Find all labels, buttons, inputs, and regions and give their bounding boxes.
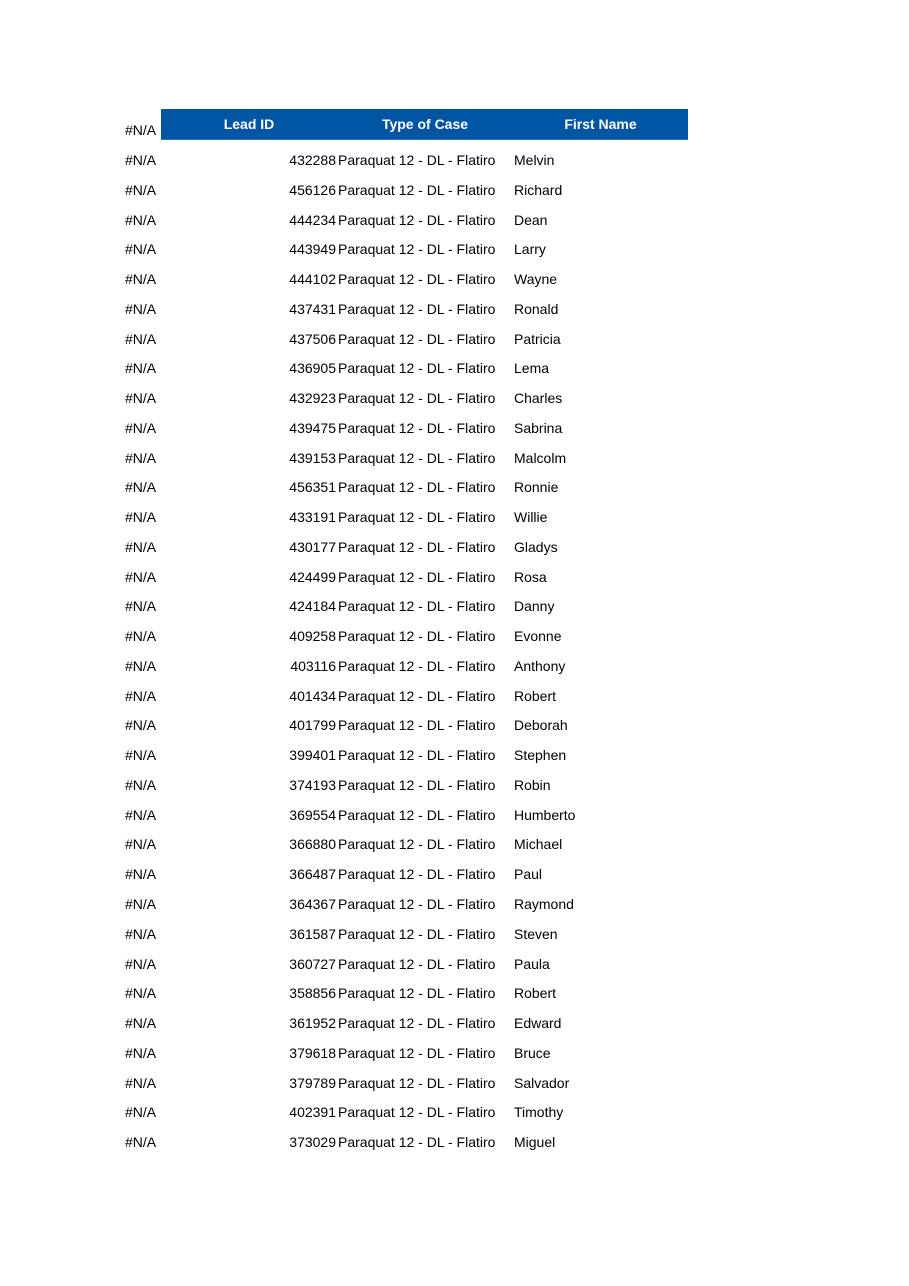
lead-id-cell: 401434	[289, 687, 336, 704]
first-name-cell: Deborah	[514, 717, 568, 734]
na-cell: #N/A	[125, 598, 157, 615]
type-of-case-cell: Paraquat 12 - DL - Flatiro	[338, 628, 496, 645]
first-name-cell: Gladys	[514, 538, 558, 555]
lead-id-cell: 364367	[289, 896, 336, 912]
table-row	[0, 1045, 909, 1075]
na-cell: #N/A	[125, 449, 157, 466]
type-of-case-cell: Paraquat 12 - DL - Flatiro	[338, 538, 496, 555]
lead-id-cell: 444102	[289, 271, 336, 288]
na-cell: #N/A	[125, 687, 157, 704]
table-row	[0, 688, 909, 718]
table-row	[0, 926, 909, 956]
lead-id-cell: 366880	[289, 836, 336, 853]
type-of-case-cell: Paraquat 12 - DL - Flatiro	[338, 1044, 496, 1061]
first-name-cell: Evonne	[514, 628, 562, 645]
table-row	[0, 747, 909, 777]
type-of-case-cell: Paraquat 12 - DL - Flatiro	[338, 717, 496, 734]
na-cell: #N/A	[125, 747, 157, 764]
na-cell: #N/A	[125, 538, 157, 555]
type-of-case-cell: Paraquat 12 - DL - Flatiro	[338, 300, 496, 317]
type-of-case-cell: Paraquat 12 - DL - Flatiro	[338, 896, 496, 912]
first-name-cell: Robert	[514, 687, 557, 704]
type-of-case-cell: Paraquat 12 - DL - Flatiro	[338, 271, 496, 288]
table-row	[0, 212, 909, 242]
table-row	[0, 956, 909, 986]
lead-id-cell: 403116	[290, 657, 336, 674]
na-cell: #N/A	[125, 985, 157, 1002]
table-row	[0, 450, 909, 480]
na-cell: #N/A	[125, 955, 157, 972]
table-row	[0, 807, 909, 837]
type-of-case-cell: Paraquat 12 - DL - Flatiro	[338, 479, 496, 496]
table-row	[0, 1134, 909, 1164]
table-row	[0, 1104, 909, 1134]
na-cell: #N/A	[125, 1044, 157, 1061]
lead-id-cell: 432923	[289, 390, 336, 407]
type-of-case-cell: Paraquat 12 - DL - Flatiro	[338, 419, 496, 436]
column-header-type-of-case: Type of Case	[381, 116, 469, 132]
lead-id-cell: 437431	[289, 300, 336, 317]
na-cell: #N/A	[125, 776, 157, 793]
lead-id-cell: 399401	[289, 747, 336, 764]
first-name-cell: Robin	[514, 776, 551, 793]
na-cell: #N/A	[125, 1104, 157, 1121]
header-na-cell: #N/A	[125, 122, 157, 138]
type-of-case-cell: Paraquat 12 - DL - Flatiro	[338, 360, 496, 377]
na-cell: #N/A	[125, 390, 157, 407]
first-name-cell: Steven	[514, 925, 558, 942]
na-cell: #N/A	[125, 271, 157, 288]
type-of-case-cell: Paraquat 12 - DL - Flatiro	[338, 657, 496, 674]
first-name-cell: Willie	[514, 509, 548, 526]
type-of-case-cell: Paraquat 12 - DL - Flatiro	[338, 1134, 496, 1151]
first-name-cell: Paula	[514, 955, 550, 972]
lead-id-cell: 379789	[289, 1074, 336, 1091]
lead-id-cell: 401799	[289, 717, 336, 734]
na-cell: #N/A	[125, 181, 157, 198]
lead-id-cell: 360727	[289, 955, 336, 972]
na-cell: #N/A	[125, 1134, 157, 1151]
first-name-cell: Malcolm	[514, 449, 567, 466]
type-of-case-cell: Paraquat 12 - DL - Flatiro	[338, 181, 496, 198]
lead-id-cell: 424184	[289, 598, 336, 615]
type-of-case-cell: Paraquat 12 - DL - Flatiro	[338, 687, 496, 704]
type-of-case-cell: Paraquat 12 - DL - Flatiro	[338, 806, 496, 823]
lead-id-cell: 444234	[289, 211, 336, 228]
first-name-cell: Humberto	[514, 806, 576, 823]
type-of-case-cell: Paraquat 12 - DL - Flatiro	[338, 836, 496, 853]
lead-id-cell: 439475	[289, 419, 336, 436]
type-of-case-cell: Paraquat 12 - DL - Flatiro	[338, 449, 496, 466]
lead-id-cell: 374193	[289, 776, 336, 793]
lead-id-cell: 432288	[289, 152, 336, 168]
table-row	[0, 420, 909, 450]
na-cell: #N/A	[125, 836, 157, 853]
na-cell: #N/A	[125, 479, 157, 496]
na-cell: #N/A	[125, 360, 157, 377]
table-row	[0, 360, 909, 390]
first-name-cell: Timothy	[514, 1104, 564, 1121]
na-cell: #N/A	[125, 1015, 157, 1032]
first-name-cell: Sabrina	[514, 419, 563, 436]
type-of-case-cell: Paraquat 12 - DL - Flatiro	[338, 955, 496, 972]
first-name-cell: Ronald	[514, 300, 559, 317]
first-name-cell: Michael	[514, 836, 563, 853]
table-row	[0, 539, 909, 569]
lead-id-cell: 456126	[289, 181, 336, 198]
na-cell: #N/A	[125, 300, 157, 317]
lead-id-cell: 361587	[289, 925, 336, 942]
type-of-case-cell: Paraquat 12 - DL - Flatiro	[338, 598, 496, 615]
first-name-cell: Paul	[514, 866, 543, 883]
lead-id-cell: 379618	[289, 1044, 336, 1061]
first-name-cell: Raymond	[514, 896, 574, 912]
na-cell: #N/A	[125, 419, 157, 436]
lead-id-cell: 437506	[289, 330, 336, 347]
first-name-cell: Robert	[514, 985, 557, 1002]
table-row	[0, 152, 909, 182]
first-name-cell: Richard	[514, 181, 563, 198]
first-name-cell: Patricia	[514, 330, 561, 347]
first-name-cell: Bruce	[514, 1044, 551, 1061]
lead-id-cell: 402391	[289, 1104, 336, 1121]
type-of-case-cell: Paraquat 12 - DL - Flatiro	[338, 1074, 496, 1091]
na-cell: #N/A	[125, 1074, 157, 1091]
first-name-cell: Edward	[514, 1015, 562, 1032]
type-of-case-cell: Paraquat 12 - DL - Flatiro	[338, 211, 496, 228]
first-name-cell: Larry	[514, 241, 546, 258]
type-of-case-cell: Paraquat 12 - DL - Flatiro	[338, 776, 496, 793]
na-cell: #N/A	[125, 330, 157, 347]
table-row	[0, 836, 909, 866]
first-name-cell: Lema	[514, 360, 550, 377]
lead-id-cell: 361952	[289, 1015, 336, 1032]
header-row	[0, 109, 909, 140]
table-row	[0, 1075, 909, 1105]
na-cell: #N/A	[125, 568, 157, 585]
na-cell: #N/A	[125, 628, 157, 645]
table-row	[0, 331, 909, 361]
table-row	[0, 628, 909, 658]
na-cell: #N/A	[125, 806, 157, 823]
first-name-cell: Danny	[514, 598, 555, 615]
na-cell: #N/A	[125, 152, 157, 168]
type-of-case-cell: Paraquat 12 - DL - Flatiro	[338, 1015, 496, 1032]
na-cell: #N/A	[125, 717, 157, 734]
na-cell: #N/A	[125, 509, 157, 526]
table-row	[0, 598, 909, 628]
table-row	[0, 717, 909, 747]
table-row	[0, 985, 909, 1015]
lead-id-cell: 443949	[289, 241, 336, 258]
first-name-cell: Anthony	[514, 657, 566, 674]
table-row	[0, 509, 909, 539]
lead-id-cell: 409258	[289, 628, 336, 645]
type-of-case-cell: Paraquat 12 - DL - Flatiro	[338, 866, 496, 883]
lead-id-cell: 366487	[289, 866, 336, 883]
lead-id-cell: 358856	[289, 985, 336, 1002]
first-name-cell: Wayne	[514, 271, 558, 288]
type-of-case-cell: Paraquat 12 - DL - Flatiro	[338, 925, 496, 942]
table-row	[0, 241, 909, 271]
type-of-case-cell: Paraquat 12 - DL - Flatiro	[338, 985, 496, 1002]
type-of-case-cell: Paraquat 12 - DL - Flatiro	[338, 241, 496, 258]
lead-id-cell: 369554	[289, 806, 336, 823]
type-of-case-cell: Paraquat 12 - DL - Flatiro	[338, 747, 496, 764]
table-row	[0, 390, 909, 420]
first-name-cell: Miguel	[514, 1134, 556, 1151]
na-cell: #N/A	[125, 866, 157, 883]
type-of-case-cell: Paraquat 12 - DL - Flatiro	[338, 330, 496, 347]
column-header-lead-id: Lead ID	[223, 116, 275, 132]
type-of-case-cell: Paraquat 12 - DL - Flatiro	[338, 568, 496, 585]
lead-id-cell: 430177	[289, 538, 336, 555]
na-cell: #N/A	[125, 241, 157, 258]
table-row	[0, 569, 909, 599]
na-cell: #N/A	[125, 657, 157, 674]
table-row	[0, 182, 909, 212]
column-header-first-name: First Name	[564, 116, 637, 132]
na-cell: #N/A	[125, 896, 157, 912]
lead-id-cell: 424499	[289, 568, 336, 585]
lead-id-cell: 439153	[289, 449, 336, 466]
first-name-cell: Rosa	[514, 568, 547, 585]
first-name-cell: Dean	[514, 211, 548, 228]
type-of-case-cell: Paraquat 12 - DL - Flatiro	[338, 509, 496, 526]
type-of-case-cell: Paraquat 12 - DL - Flatiro	[338, 390, 496, 407]
lead-id-cell: 373029	[289, 1134, 336, 1151]
lead-id-cell: 456351	[289, 479, 336, 496]
first-name-cell: Ronnie	[514, 479, 559, 496]
table-row	[0, 271, 909, 301]
header-bar	[161, 109, 688, 140]
table-row	[0, 1015, 909, 1045]
table-row	[0, 896, 909, 926]
table-row	[0, 658, 909, 688]
na-cell: #N/A	[125, 211, 157, 228]
na-cell: #N/A	[125, 925, 157, 942]
table-row	[0, 777, 909, 807]
table-row	[0, 479, 909, 509]
table-row	[0, 301, 909, 331]
lead-id-cell: 433191	[289, 509, 336, 526]
table-row	[0, 866, 909, 896]
type-of-case-cell: Paraquat 12 - DL - Flatiro	[338, 152, 496, 168]
first-name-cell: Charles	[514, 390, 563, 407]
type-of-case-cell: Paraquat 12 - DL - Flatiro	[338, 1104, 496, 1121]
lead-id-cell: 436905	[289, 360, 336, 377]
first-name-cell: Stephen	[514, 747, 567, 764]
first-name-cell: Melvin	[514, 152, 555, 168]
first-name-cell: Salvador	[514, 1074, 570, 1091]
